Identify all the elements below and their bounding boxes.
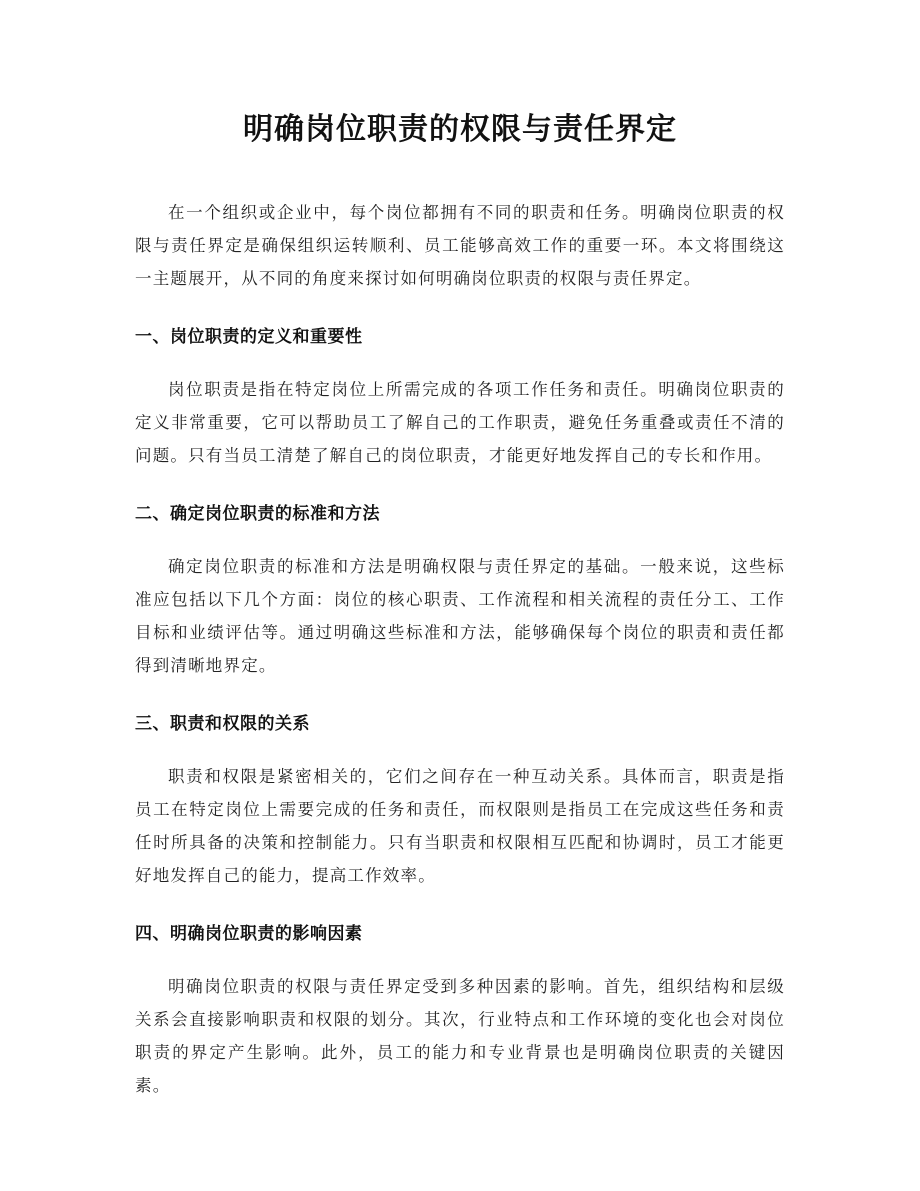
section-heading-1: 一、岗位职责的定义和重要性 — [135, 327, 363, 347]
section-body-1: 岗位职责是指在特定岗位上所需完成的各项工作任务和责任。明确岗位职责的定义非常重要，它可以帮助员工了解自己的工作职责，避免任务重叠或责任不清的问题。只有当员工清楚了解自己的岗位职责，才能更好地发挥自己的专长和作用。 — [135, 380, 785, 465]
section-body-4: 明确岗位职责的权限与责任界定受到多种因素的影响。首先，组织结构和层级关系会直接影响职责和权限的划分。其次，行业特点和工作环境的变化也会对岗位职责的界定产生影响。此外，员工的能力和专业背景也是明确岗位职责的关键因素。 — [135, 977, 785, 1095]
section-body-2: 确定岗位职责的标准和方法是明确权限与责任界定的基础。一般来说，这些标准应包括以下几个方面：岗位的核心职责、工作流程和相关流程的责任分工、工作目标和业绩评估等。通过明确这些标准和方法，能够确保每个岗位的职责和责任都得到清晰地界定。 — [135, 557, 785, 675]
section-heading-3: 三、职责和权限的关系 — [135, 714, 310, 734]
section-heading-4: 四、明确岗位职责的影响因素 — [135, 924, 363, 944]
section-heading-2: 二、确定岗位职责的标准和方法 — [135, 504, 380, 524]
intro-paragraph: 在一个组织或企业中，每个岗位都拥有不同的职责和任务。明确岗位职责的权限与责任界定是确保组织运转顺利、员工能够高效工作的重要一环。本文将围绕这一主题展开，从不同的角度来探讨如何明确岗位职责的权限与责任界定。 — [135, 203, 785, 288]
document-title: 明确岗位职责的权限与责任界定 — [243, 112, 677, 147]
section-body-3: 职责和权限是紧密相关的，它们之间存在一种互动关系。具体而言，职责是指员工在特定岗位上需要完成的任务和责任，而权限则是指员工在完成这些任务和责任时所具备的决策和控制能力。只有当职责和权限相互匹配和协调时，员工才能更好地发挥自己的能力，提高工作效率。 — [135, 767, 785, 885]
